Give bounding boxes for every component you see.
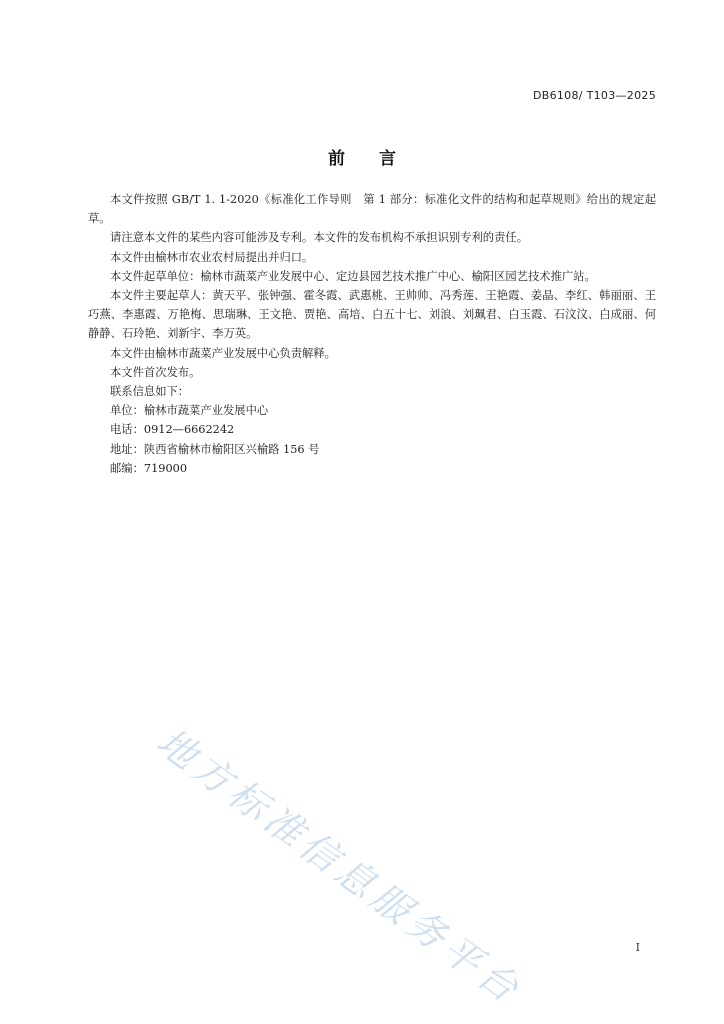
paragraph-drafting-basis: 本文件按照 GB/T 1. 1-2020《标准化工作导则 第 1 部分：标准化文件的结构和起草规则》给出的规定起草。: [88, 193, 656, 226]
paragraph-interpretation: 本文件由榆林市蔬菜产业发展中心负责解释。: [110, 346, 336, 360]
paragraph-drafting-units: 本文件起草单位：榆林市蔬菜产业发展中心、定边县园艺技术推广中心、榆阳区园艺技术推广站。: [110, 269, 596, 283]
paragraph-drafters: 本文件主要起草人：黄天平、张钟强、霍冬霞、武惠桃、王帅帅、冯秀莲、王艳霞、姜晶、李红、韩丽丽、王巧燕、李惠霞、万艳梅、思瑞琳、王文艳、贾艳、高培、白五十七、刘浪、刘珮君、白玉霞、石汶汶、白成丽、何静静、石玲艳、刘新宇、李万英。: [88, 289, 656, 341]
page-number: I: [635, 941, 640, 954]
contact-unit: 单位：榆林市蔬菜产业发展中心: [110, 404, 269, 418]
foreword-body: [88, 190, 656, 478]
paragraph-contact-intro: 联系信息如下：: [110, 385, 190, 399]
document-code: DB6108/ T103—2025: [532, 89, 656, 102]
contact-postcode: 邮编：719000: [110, 461, 188, 475]
contact-address: 地址：陕西省榆林市榆阳区兴榆路 156 号: [110, 442, 320, 456]
page-title: 前言: [328, 149, 430, 169]
paragraph-first-release: 本文件首次发布。: [110, 365, 201, 379]
paragraph-proposer: 本文件由榆林市农业农村局提出并归口。: [110, 250, 314, 264]
contact-phone: 电话：0912—6662242: [110, 423, 235, 437]
paragraph-patent-notice: 请注意本文件的某些内容可能涉及专利。本文件的发布机构不承担识别专利的责任。: [110, 231, 528, 245]
watermark: 地方标准信息服务平台: [148, 719, 531, 1014]
